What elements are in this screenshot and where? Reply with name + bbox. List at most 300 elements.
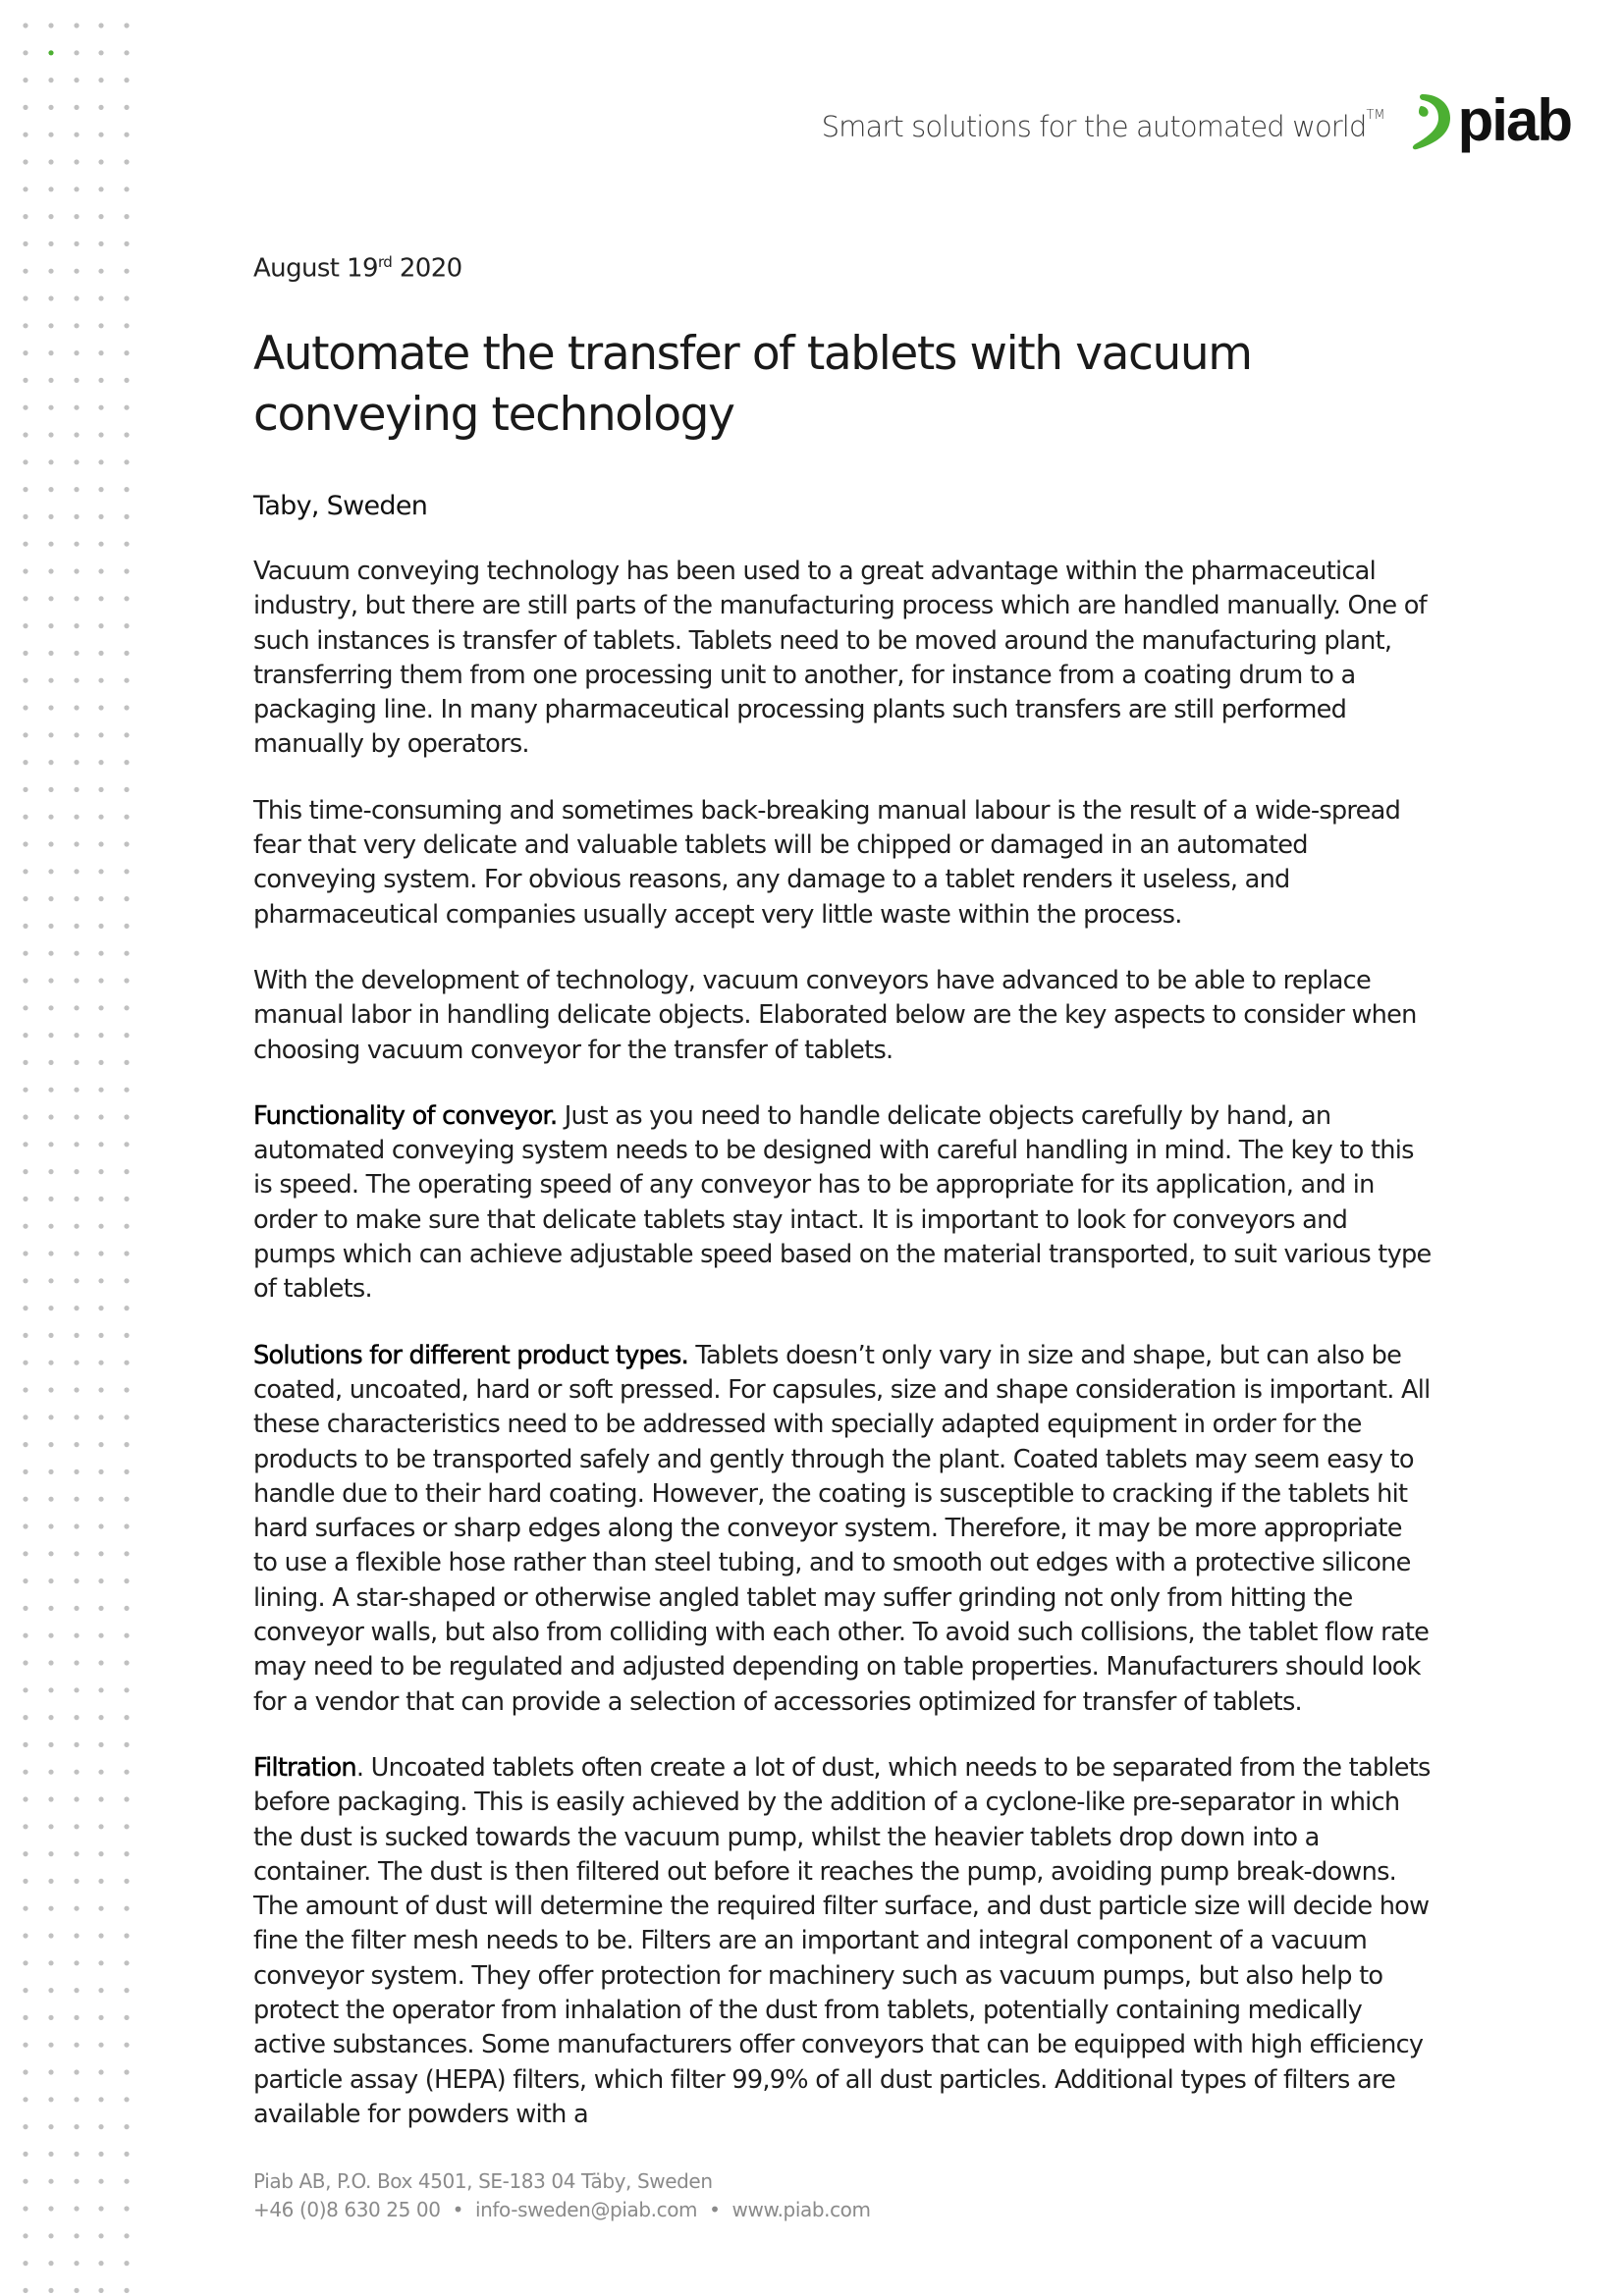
grid-dot <box>98 2179 103 2184</box>
grid-dot <box>98 1169 103 1174</box>
footer-website-link[interactable]: www.piab.com <box>731 2198 871 2221</box>
grid-dot <box>48 1796 53 1801</box>
grid-dot <box>98 214 103 219</box>
grid-dot <box>74 760 79 765</box>
grid-dot <box>124 323 129 328</box>
grid-dot <box>23 2097 27 2102</box>
grid-dot <box>48 651 53 656</box>
grid-dot <box>23 623 27 628</box>
grid-dot <box>124 978 129 983</box>
grid-dot <box>74 1442 79 1447</box>
grid-dot <box>48 951 53 956</box>
grid-dot <box>23 1523 27 1528</box>
grid-dot <box>124 1715 129 1720</box>
grid-dot <box>98 2069 103 2074</box>
grid-dot <box>23 841 27 846</box>
grid-dot <box>23 2206 27 2211</box>
grid-dot <box>124 1770 129 1775</box>
grid-dot <box>74 378 79 383</box>
grid-dot <box>98 1361 103 1365</box>
grid-dot <box>124 705 129 710</box>
grid-dot <box>48 487 53 492</box>
grid-dot <box>124 1060 129 1065</box>
grid-dot <box>124 2206 129 2211</box>
grid-dot <box>74 924 79 929</box>
grid-dot <box>23 187 27 191</box>
grid-dot <box>74 432 79 437</box>
grid-dot <box>48 1387 53 1392</box>
date-day: August 19 <box>253 253 378 284</box>
grid-dot <box>98 651 103 656</box>
grid-dot <box>23 1660 27 1665</box>
grid-dot <box>48 2152 53 2157</box>
grid-dot <box>23 350 27 355</box>
grid-dot <box>23 1142 27 1147</box>
grid-dot <box>124 1988 129 1993</box>
grid-dot <box>48 1114 53 1119</box>
grid-dot <box>23 732 27 737</box>
grid-dot <box>124 350 129 355</box>
grid-dot <box>48 1960 53 1965</box>
grid-dot <box>23 1633 27 1638</box>
grid-dot <box>98 23 103 27</box>
grid-dot <box>124 2152 129 2157</box>
grid-dot <box>48 1606 53 1611</box>
grid-dot <box>98 105 103 110</box>
grid-dot <box>124 1387 129 1392</box>
grid-dot <box>124 1306 129 1310</box>
grid-dot <box>74 1988 79 1993</box>
grid-dot <box>23 323 27 328</box>
grid-dot <box>124 1633 129 1638</box>
grid-dot <box>74 787 79 792</box>
grid-dot <box>74 133 79 137</box>
grid-dot <box>23 2124 27 2129</box>
grid-dot <box>98 2206 103 2211</box>
grid-dot <box>124 841 129 846</box>
grid-dot <box>98 1879 103 1884</box>
grid-dot <box>23 159 27 164</box>
grid-dot <box>23 1169 27 1174</box>
grid-dot <box>48 1770 53 1775</box>
grid-dot <box>98 1033 103 1038</box>
grid-dot <box>98 2152 103 2157</box>
grid-dot <box>48 378 53 383</box>
grid-dot <box>98 1005 103 1010</box>
grid-dot <box>98 78 103 82</box>
grid-dot <box>48 841 53 846</box>
grid-dot <box>98 432 103 437</box>
page-footer <box>253 2167 871 2224</box>
grid-dot <box>98 1306 103 1310</box>
grid-dot <box>48 1142 53 1147</box>
grid-dot <box>74 1523 79 1528</box>
grid-dot <box>48 1851 53 1856</box>
grid-dot <box>48 1551 53 1556</box>
grid-dot <box>23 1224 27 1229</box>
grid-dot <box>74 542 79 547</box>
grid-dot <box>74 487 79 492</box>
grid-dot <box>74 405 79 410</box>
grid-dot <box>48 23 53 27</box>
grid-dot <box>23 105 27 110</box>
grid-dot <box>124 187 129 191</box>
grid-dot <box>48 869 53 874</box>
grid-dot <box>124 815 129 820</box>
grid-dot <box>124 1088 129 1093</box>
grid-dot <box>74 1796 79 1801</box>
grid-dot <box>23 705 27 710</box>
grid-dot <box>124 1442 129 1447</box>
grid-dot <box>23 1088 27 1093</box>
grid-dot <box>98 978 103 983</box>
grid-dot <box>124 78 129 82</box>
grid-dot <box>124 459 129 464</box>
bullet-separator: • <box>452 2198 463 2221</box>
grid-dot <box>98 1387 103 1392</box>
grid-dot <box>124 1169 129 1174</box>
grid-dot <box>23 1879 27 1884</box>
grid-dot <box>124 869 129 874</box>
grid-dot <box>23 1197 27 1201</box>
grid-dot <box>48 269 53 274</box>
grid-dot <box>74 1469 79 1474</box>
grid-dot <box>124 1114 129 1119</box>
grid-dot <box>98 1114 103 1119</box>
grid-dot <box>48 1169 53 1174</box>
grid-dot <box>74 1306 79 1310</box>
grid-dot <box>48 1633 53 1638</box>
grid-dot <box>124 2015 129 2020</box>
grid-dot <box>124 1251 129 1255</box>
grid-dot <box>48 1687 53 1692</box>
grid-dot <box>48 2288 53 2293</box>
grid-dot <box>48 1497 53 1502</box>
grid-dot <box>23 514 27 519</box>
grid-dot <box>74 1224 79 1229</box>
grid-dot <box>23 869 27 874</box>
grid-dot <box>124 2233 129 2238</box>
grid-dot <box>48 1933 53 1938</box>
grid-dot <box>124 214 129 219</box>
grid-dot <box>98 1469 103 1474</box>
grid-dot <box>124 1523 129 1528</box>
grid-dot <box>124 2097 129 2102</box>
piab-swirl-icon <box>1409 90 1454 151</box>
grid-dot <box>98 2015 103 2020</box>
grid-dot <box>48 295 53 300</box>
grid-dot <box>23 1033 27 1038</box>
grid-dot <box>23 214 27 219</box>
grid-dot <box>124 1278 129 1283</box>
page-header <box>821 87 1571 153</box>
grid-dot <box>74 514 79 519</box>
grid-dot <box>48 815 53 820</box>
body-paragraph <box>253 1339 1432 1720</box>
grid-dot <box>124 1551 129 1556</box>
piab-logo <box>1409 87 1571 153</box>
grid-dot <box>48 1278 53 1283</box>
paragraph-text: With the development of technology, vacuum conveyors have advanced to be able to replace manual labor in handling delicate objects. Elaborated below are the key aspects to consider when choosing vacuum conveyor for the transfer of tablets. <box>253 965 1417 1065</box>
grid-dot <box>48 1879 53 1884</box>
grid-dot <box>48 159 53 164</box>
grid-dot <box>74 1742 79 1747</box>
grid-dot <box>124 2043 129 2048</box>
grid-dot <box>48 978 53 983</box>
grid-dot <box>48 241 53 246</box>
body-paragraph <box>253 555 1432 763</box>
grid-dot <box>48 78 53 82</box>
grid-dot <box>48 787 53 792</box>
grid-dot <box>74 23 79 27</box>
grid-dot <box>98 2124 103 2129</box>
grid-dot <box>98 1578 103 1583</box>
grid-dot <box>124 1960 129 1965</box>
grid-dot <box>124 1933 129 1938</box>
logo-wordmark: piab <box>1457 87 1571 153</box>
grid-dot <box>98 1742 103 1747</box>
grid-dot <box>23 2179 27 2184</box>
grid-dot <box>48 1197 53 1201</box>
grid-dot <box>48 705 53 710</box>
grid-dot <box>74 568 79 573</box>
grid-dot <box>48 623 53 628</box>
grid-dot <box>23 23 27 27</box>
grid-dot <box>124 542 129 547</box>
grid-dot <box>124 2288 129 2293</box>
grid-dot <box>98 869 103 874</box>
grid-dot <box>74 1361 79 1365</box>
grid-dot <box>124 678 129 683</box>
grid-dot <box>48 1005 53 1010</box>
grid-dot <box>98 542 103 547</box>
grid-dot <box>23 1988 27 1993</box>
grid-dot <box>48 1088 53 1093</box>
grid-dot <box>98 787 103 792</box>
grid-dot <box>48 323 53 328</box>
grid-dot <box>48 1224 53 1229</box>
paragraph-lead-heading: Functionality of conveyor. <box>253 1100 558 1131</box>
paragraph-lead-heading: Solutions for different product types. <box>253 1340 688 1370</box>
grid-dot <box>23 1333 27 1338</box>
grid-dot <box>23 1442 27 1447</box>
grid-dot <box>124 1660 129 1665</box>
grid-dot <box>74 241 79 246</box>
grid-dot <box>124 1333 129 1338</box>
grid-dot <box>98 1278 103 1283</box>
grid-dot <box>23 651 27 656</box>
grid-dot <box>124 2124 129 2129</box>
grid-dot <box>74 2206 79 2211</box>
grid-dot <box>48 2015 53 2020</box>
grid-dot <box>74 1633 79 1638</box>
grid-dot <box>23 1687 27 1692</box>
grid-dot <box>74 1197 79 1201</box>
grid-dot <box>124 1361 129 1365</box>
grid-dot <box>23 1251 27 1255</box>
grid-dot <box>74 2261 79 2266</box>
grid-dot <box>74 815 79 820</box>
grid-dot <box>23 1469 27 1474</box>
grid-dot <box>23 378 27 383</box>
grid-dot <box>23 1578 27 1583</box>
body-paragraph <box>253 1751 1432 2132</box>
grid-dot <box>74 50 79 55</box>
grid-dot <box>74 678 79 683</box>
body-paragraph <box>253 794 1432 933</box>
grid-dot <box>74 1687 79 1692</box>
grid-dot <box>23 1387 27 1392</box>
grid-dot <box>74 105 79 110</box>
dateline-location: Taby, Sweden <box>253 491 428 521</box>
grid-dot <box>23 1306 27 1310</box>
grid-dot <box>124 50 129 55</box>
grid-dot <box>98 1906 103 1911</box>
grid-dot <box>74 651 79 656</box>
grid-dot <box>23 1278 27 1283</box>
grid-dot <box>124 1142 129 1147</box>
accent-dot <box>48 50 53 55</box>
grid-dot <box>124 1879 129 1884</box>
grid-dot <box>23 1497 27 1502</box>
grid-dot <box>124 432 129 437</box>
grid-dot <box>23 269 27 274</box>
grid-dot <box>74 269 79 274</box>
grid-dot <box>124 241 129 246</box>
grid-dot <box>124 378 129 383</box>
paragraph-text: . Uncoated tablets often create a lot of dust, which needs to be separated from the tablets before packaging. This is easily achieved by the addition of a cyclone-like pre-separator in which the dust is sucked towards the vacuum pump, whilst the heavier tablets drop down into a container. The dust is then filtered out before it reaches the pump, avoiding pump break-downs. The amount of dust will determine the required filter surface, and dust particle size will decide how fine the filter mesh needs to be. Filters are an important and integral component of a vacuum conveyor system. They offer protection for machinery such as vacuum pumps, but also help to protect the operator from inhalation of the dust from tablets, potentially containing medically active substances. Some manufacturers offer conveyors that can be equipped with high efficiency particle assay (HEPA) filters, which filter 99,9% of all dust particles. Additional types of filters are available for powders with a <box>253 1752 1431 2129</box>
grid-dot <box>124 1005 129 1010</box>
grid-dot <box>23 1551 27 1556</box>
grid-dot <box>98 378 103 383</box>
grid-dot <box>23 2043 27 2048</box>
grid-dot <box>124 295 129 300</box>
grid-dot <box>124 1033 129 1038</box>
grid-dot <box>23 1796 27 1801</box>
grid-dot <box>23 2288 27 2293</box>
grid-dot <box>74 596 79 601</box>
grid-dot <box>74 841 79 846</box>
grid-dot <box>124 2179 129 2184</box>
grid-dot <box>74 350 79 355</box>
grid-dot <box>23 2233 27 2238</box>
grid-dot <box>74 2152 79 2157</box>
grid-dot <box>74 1415 79 1419</box>
date-year: 2020 <box>399 253 462 284</box>
grid-dot <box>98 269 103 274</box>
grid-dot <box>124 568 129 573</box>
grid-dot <box>48 732 53 737</box>
grid-dot <box>74 2124 79 2129</box>
grid-dot <box>98 1715 103 1720</box>
grid-dot <box>48 1333 53 1338</box>
grid-dot <box>98 1060 103 1065</box>
grid-dot <box>124 269 129 274</box>
grid-dot <box>124 2069 129 2074</box>
grid-dot <box>23 2069 27 2074</box>
grid-dot <box>23 459 27 464</box>
grid-dot <box>48 1251 53 1255</box>
document-date <box>253 253 462 284</box>
grid-dot <box>74 1715 79 1720</box>
grid-dot <box>74 323 79 328</box>
grid-dot <box>124 924 129 929</box>
decorative-dot-grid <box>0 0 157 2296</box>
grid-dot <box>48 1442 53 1447</box>
grid-dot <box>74 1387 79 1392</box>
grid-dot <box>48 1523 53 1528</box>
grid-dot <box>98 1770 103 1775</box>
grid-dot <box>74 1551 79 1556</box>
grid-dot <box>124 105 129 110</box>
grid-dot <box>74 1933 79 1938</box>
tagline <box>822 110 1385 143</box>
grid-dot <box>23 50 27 55</box>
bullet-separator: • <box>709 2198 721 2221</box>
tagline-text: Smart solutions for the automated world <box>821 110 1367 143</box>
grid-dot <box>23 1361 27 1365</box>
grid-dot <box>74 1851 79 1856</box>
grid-dot <box>48 1361 53 1365</box>
grid-dot <box>74 2179 79 2184</box>
grid-dot <box>74 869 79 874</box>
grid-dot <box>23 2261 27 2266</box>
grid-dot <box>124 1906 129 1911</box>
grid-dot <box>23 596 27 601</box>
grid-dot <box>48 542 53 547</box>
grid-dot <box>48 678 53 683</box>
grid-dot <box>48 1469 53 1474</box>
body-paragraph <box>253 1099 1432 1308</box>
footer-email-link[interactable]: info-sweden@piab.com <box>474 2198 698 2221</box>
grid-dot <box>98 1142 103 1147</box>
grid-dot <box>124 1415 129 1419</box>
grid-dot <box>74 1906 79 1911</box>
grid-dot <box>98 2261 103 2266</box>
grid-dot <box>98 1442 103 1447</box>
grid-dot <box>48 1578 53 1583</box>
grid-dot <box>98 1551 103 1556</box>
grid-dot <box>98 951 103 956</box>
grid-dot <box>74 1060 79 1065</box>
grid-dot <box>98 159 103 164</box>
grid-dot <box>74 1824 79 1829</box>
grid-dot <box>23 568 27 573</box>
grid-dot <box>48 2233 53 2238</box>
grid-dot <box>124 596 129 601</box>
grid-dot <box>98 514 103 519</box>
grid-dot <box>23 787 27 792</box>
grid-dot <box>23 1606 27 1611</box>
grid-dot <box>98 1497 103 1502</box>
grid-dot <box>48 133 53 137</box>
grid-dot <box>124 651 129 656</box>
grid-dot <box>98 50 103 55</box>
grid-dot <box>74 1497 79 1502</box>
grid-dot <box>98 295 103 300</box>
grid-dot <box>98 1960 103 1965</box>
grid-dot <box>23 432 27 437</box>
grid-dot <box>98 678 103 683</box>
grid-dot <box>48 1660 53 1665</box>
grid-dot <box>98 405 103 410</box>
grid-dot <box>48 432 53 437</box>
grid-dot <box>98 1606 103 1611</box>
grid-dot <box>48 2206 53 2211</box>
grid-dot <box>48 514 53 519</box>
grid-dot <box>48 760 53 765</box>
grid-dot <box>74 187 79 191</box>
